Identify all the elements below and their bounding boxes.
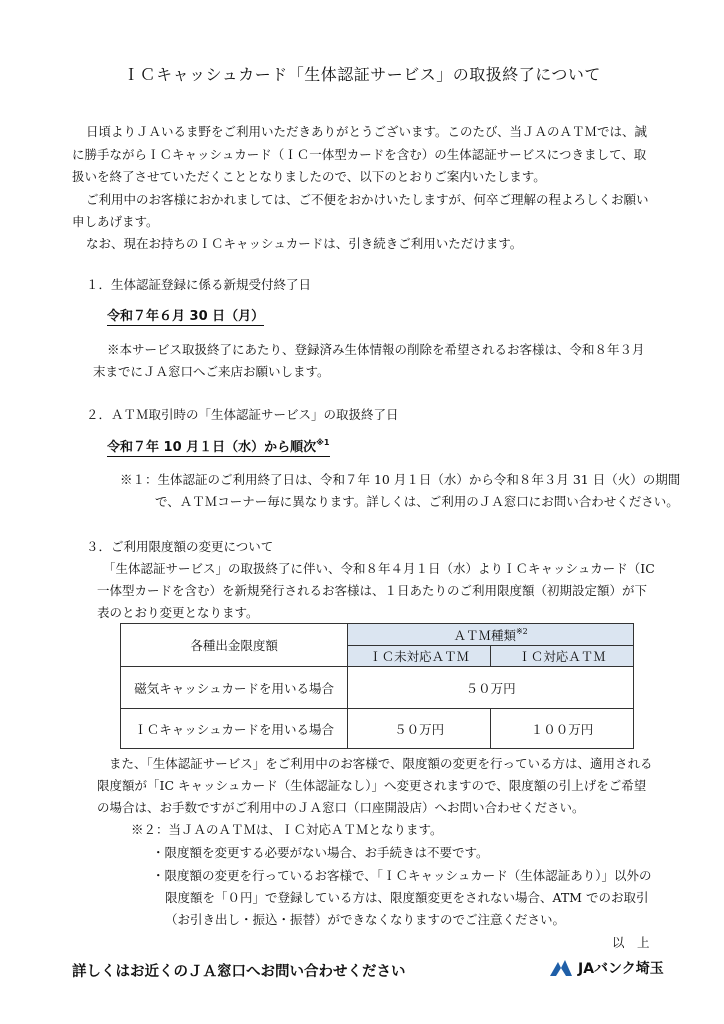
section3-text: 表のとおり変更となります。	[97, 605, 259, 620]
table-corner: 各種出金限度額	[121, 624, 348, 667]
atm-type-header	[348, 624, 634, 646]
intro-line: ご利用中のお客様におかれましては、ご不便をおかけいたしますが、何卒ご理解の程よろしくお願い	[86, 192, 649, 207]
bullet-item: 限度額を「０円」で登録している方は、限度額変更をされない場合、ATM でのお取引	[165, 890, 649, 905]
section2-date-mark: ※1	[316, 438, 330, 447]
row-ic-label: ＩＣキャッシュカードを用いる場合	[121, 709, 348, 749]
section3-text: 一体型カードを含む）を新規発行されるお客様は、１日あたりのご利用限度額（初期設定額）が下	[97, 583, 648, 598]
intro-line: に勝手ながらＩＣキャッシュカード（ＩＣ一体型カードを含む）の生体認証サービスにつきまして、取	[72, 147, 647, 162]
row-ic-unsupported-value: ５０万円	[348, 709, 491, 749]
atm-type-mark: ※2	[515, 626, 528, 636]
section1-date	[107, 305, 264, 324]
footer-contact: 詳しくはお近くのＪＡ窓口へお問い合わせください	[72, 964, 406, 980]
col-ic-supported: ＩＣ対応ＡＴＭ	[491, 646, 634, 667]
row-ic-supported-value: １００万円	[491, 709, 634, 749]
section3-after: また、「生体認証サービス」をご利用中のお客様で、限度額の変更を行っている方は、適用される	[109, 756, 653, 771]
atm-type-label: ＡＴＭ種類	[453, 627, 516, 643]
logo-text: JAバンク埼玉	[578, 961, 664, 977]
limit-table	[120, 623, 634, 749]
section1-note: ※本サービス取扱終了にあたり、登録済み生体情報の削除を希望されるお客様は、令和８年３月	[107, 342, 645, 357]
row-magnetic-label: 磁気キャッシュカードを用いる場合	[121, 667, 348, 709]
section3-text: 「生体認証サービス」の取扱終了に伴い、令和８年４月１日（水）よりＩＣキャッシュカード（IC	[103, 561, 655, 576]
section2-date-text: 令和７年 10 月１日（水）から順次	[107, 440, 317, 455]
ja-bank-logo	[548, 958, 664, 978]
section1-heading: １．生体認証登録に係る新規受付終了日	[86, 277, 312, 292]
page-title: ＩＣキャッシュカード「生体認証サービス」の取扱終了について	[123, 65, 601, 84]
section3-after: 限度額が「IC キャッシュカード（生体認証なし）」へ変更されますので、限度額の引上げをご希望	[97, 778, 647, 793]
intro-line: なお、現在お持ちのＩＣキャッシュカードは、引き続きご利用いただけます。	[86, 236, 523, 251]
section2-heading: ２．ＡＴＭ取引時の「生体認証サービス」の取扱終了日	[86, 407, 399, 422]
intro-line: 申しあげます。	[72, 214, 159, 229]
bullet-item: ・限度額の変更を行っているお客様で、「ＩＣキャッシュカード（生体認証あり）」以外の	[152, 868, 652, 883]
intro-line: 扱いを終了させていただくこととなりましたので、以下のとおりご案内いたします。	[72, 169, 546, 184]
section3-heading: ３．ご利用限度額の変更について	[86, 539, 274, 554]
ja-leaf-icon	[548, 958, 574, 978]
section2-note: で、ＡＴＭコーナー毎に異なります。詳しくは、ご利用のＪＡ窓口にお問い合わせください。	[155, 494, 679, 509]
note2: ※２：当ＪＡのＡＴＭは、ＩＣ対応ＡＴＭとなります。	[131, 822, 443, 837]
section2-note: ※１：生体認証のご利用終了日は、令和７年 10 月１日（水）から令和８年３月 31 日（火）の期間	[120, 472, 681, 487]
col-ic-unsupported: ＩＣ未対応ＡＴＭ	[348, 646, 491, 667]
bullet-item: ・限度額を変更する必要がない場合、お手続きは不要です。	[152, 845, 489, 860]
closing: 以 上	[612, 935, 650, 950]
section3-after: の場合は、お手数ですがご利用中のＪＡ窓口（口座開設店）へお問い合わせください。	[97, 800, 585, 815]
bullet-item: （お引き出し・振込・振替）ができなくなりますのでご注意ください。	[165, 912, 566, 927]
row-magnetic-value: ５０万円	[348, 667, 634, 709]
section1-date-text: 令和７年６月 30 日（月）	[107, 309, 265, 324]
section1-note: 末までにＪＡ窓口へご来店お願いします。	[93, 364, 330, 379]
intro-line: 日頃よりＪＡいるま野をご利用いただきありがとうございます。このたび、当ＪＡのＡＴＭでは、誠	[86, 124, 648, 139]
section2-date	[107, 436, 330, 455]
